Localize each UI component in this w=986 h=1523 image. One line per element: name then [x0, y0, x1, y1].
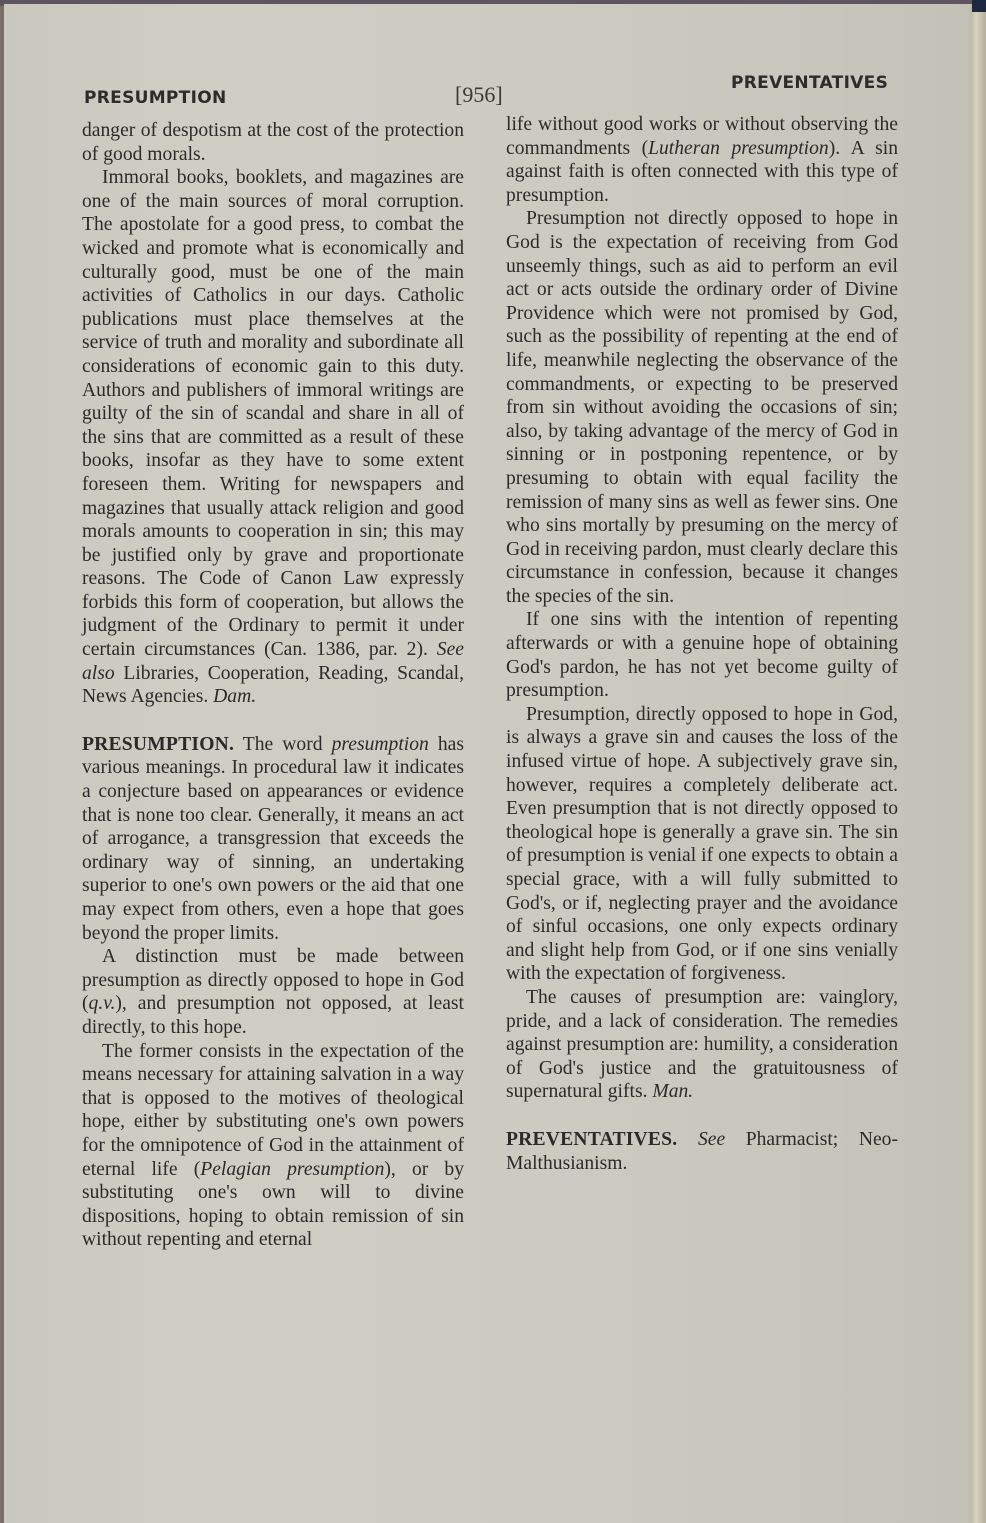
entry-headword: PREVENTATIVES. [506, 1128, 678, 1150]
paragraph: Presumption, directly opposed to hope in God, is always a grave sin and causes the loss of the infused virtue of hope. A subjectively grave sin, however, requires a completely deliberate act. Even presumption that is not directly opposed to theological hope is generally a grave sin. The sin of presumption is venial if one expects to obtain a special grace, with a will fully submitted to God's, or if, neglecting prayer and the avoidance of sinful occasions, one only expects ordinary and slight help from God, or if one sins venially with the expectation of forgiveness. [506, 703, 898, 985]
page-edge [970, 4, 986, 1523]
cross-references: Libraries, Cooperation, Reading, Scandal, News Agencies. [82, 662, 464, 708]
paragraph: The causes of presumption are: vainglory, pride, and a lack of consideration. The remedies against presumption are: humility, a consideration of God's justice and the gratuitousness of supernatural gifts. Man. [506, 986, 898, 1103]
page-number: [956] [455, 82, 503, 107]
author-initials: Dam. [213, 686, 257, 708]
entry-preventatives [506, 1128, 898, 1175]
cross-reference-label: See also [82, 639, 464, 684]
cross-references: Pharmacist; Neo-Malthusianism. [506, 1128, 898, 1174]
paragraph: Presumption not directly opposed to hope in God is the expectation of receiving from God unseemly things, such as aid to perform an evil act or acts outside the ordinary order of Divine Providence which were not promised by God, such as the possibility of repenting at the end of life, meanwhile neglecting the observance of the commandments, or expecting to be preserved from sin without avoiding the occasions of sin; also, by taking advantage of the mercy of God in sinning or in postponing repentence, or by presuming to obtain with equal facility the remission of many sins as well as fewer sins. One who sins mortally by presuming on the mercy of God in receiving pardon, must clearly declare this circumstance in confession, because it changes the species of the sin. [506, 208, 898, 607]
right-column [506, 113, 898, 1175]
running-head-left: PRESUMPTION [84, 88, 227, 108]
running-head-right: PREVENTATIVES [731, 73, 889, 93]
entry-presumption: PRESUMPTION. The word presumption has various meanings. In procedural law it indicates a conjecture based on appearances or evidence that is none too clear. Generally, it means an act of arrogance, a transgression that exceeds the ordinary way of sinning, an undertaking superior to one's own powers or the aid that one may expect from others, even a hope that goes beyond the proper limits. [82, 733, 464, 944]
paragraph: danger of despotism at the cost of the protection of good morals. [82, 120, 464, 165]
cross-reference-label: See [697, 1128, 726, 1150]
paragraph: Immoral books, booklets, and magazines are one of the main sources of moral corruption. The apostolate for a good press, to combat the wicked and promote what is economically and culturally good, must be one of the main activities of Catholics in our days. Catholic publications must place themselves at the service of truth and morality and subordinate all considerations of economic gain to this duty. Authors and publishers of immoral writings are guilty of the sin of scandal and share in all of the sins that are committed as a result of these books, insofar as they have to some extent foreseen them. Writing for newspapers and magazines that usually attack religion and good morals amounts to cooperation in sin; this may be justified only by grave and proportionate reasons. The Code of Canon Law expressly forbids this form of cooperation, but allows the judgment of the Ordinary to permit it under certain circumstances (Can. 1386, par. 2). See also Libraries, Cooperation, Reading, Scandal, News Agencies. Dam. [82, 167, 464, 708]
left-column [82, 119, 464, 1252]
paragraph: The former consists in the expectation of the means necessary for attaining salvation in a way that is opposed to the motives of theological hope, either by substituting one's own powers for the omnipotence of God in the attainment of eternal life (Pelagian presumption), or by substituting one's own will to divine dispositions, hoping to obtain remission of sin without repenting and eternal [82, 1040, 465, 1251]
paragraph: If one sins with the intention of repenting afterwards or with a genuine hope of obtaining God's pardon, he has not yet become guilty of presumption. [506, 609, 898, 702]
paragraph: life without good works or without observing the commandments (Lutheran presumption). A sin against faith is often connected with this type of presumption. [506, 114, 899, 206]
photo-corner [972, 0, 986, 12]
entry-headword: PRESUMPTION. [82, 733, 235, 755]
paragraph: A distinction must be made between presumption as directly opposed to hope in God (q.v.), and presumption not opposed, at least directly, to this hope. [82, 946, 464, 1038]
author-initials: Man. [652, 1081, 694, 1103]
